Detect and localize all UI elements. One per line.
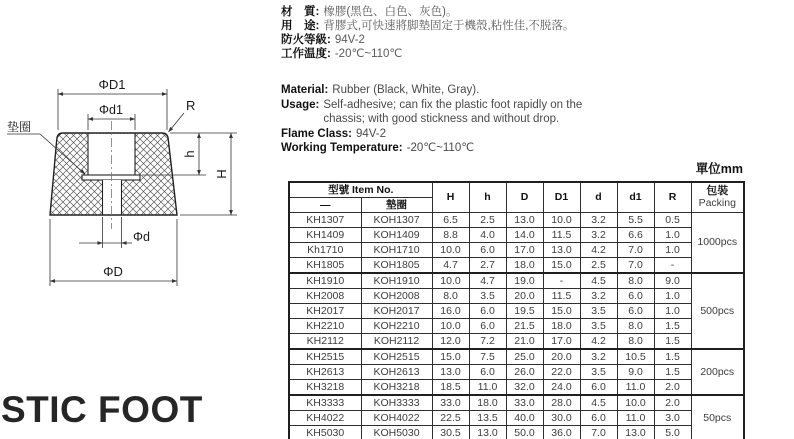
washer-item-cell: KOH2112 bbox=[361, 334, 432, 350]
dim-value-cell: 15.0 bbox=[543, 304, 580, 319]
spec-cn-temp-label: 工作温度: bbox=[281, 48, 331, 60]
dim-value-cell: 3.2 bbox=[580, 289, 617, 304]
dim-value-cell: 1.5 bbox=[654, 319, 691, 334]
dim-value-cell: 4.2 bbox=[580, 334, 617, 350]
table-row bbox=[289, 365, 744, 380]
header-D: D bbox=[506, 182, 543, 213]
table-row bbox=[289, 243, 744, 258]
dim-value-cell: 21.0 bbox=[506, 334, 543, 350]
dim-value-cell: 22.5 bbox=[432, 411, 469, 426]
dim-value-cell: 15.0 bbox=[543, 258, 580, 274]
dim-value-cell: 40.0 bbox=[506, 411, 543, 426]
dim-value-cell: 6.0 bbox=[469, 319, 506, 334]
dim-value-cell: 26.0 bbox=[506, 365, 543, 380]
dim-value-cell: 11.5 bbox=[543, 228, 580, 243]
dim-value-cell: 15.0 bbox=[432, 349, 469, 365]
dim-value-cell: 5.0 bbox=[654, 426, 691, 439]
dim-value-cell: 8.0 bbox=[617, 273, 654, 289]
dim-value-cell: 6.0 bbox=[469, 243, 506, 258]
spec-en-usage bbox=[281, 98, 623, 127]
dim-value-cell: 3.5 bbox=[580, 319, 617, 334]
dim-value-cell: 20.0 bbox=[506, 289, 543, 304]
dim-value-cell: 7.2 bbox=[469, 334, 506, 350]
dim-value-cell: 7.0 bbox=[617, 243, 654, 258]
item-no-cell: KH5030 bbox=[289, 426, 361, 439]
item-no-cell: KH2017 bbox=[289, 304, 361, 319]
dimension-table bbox=[288, 181, 745, 439]
dim-value-cell: 8.8 bbox=[432, 228, 469, 243]
dim-value-cell: 18.0 bbox=[543, 319, 580, 334]
table-row bbox=[289, 213, 744, 228]
dim-value-cell: 2.5 bbox=[469, 213, 506, 228]
item-no-cell: KH1805 bbox=[289, 258, 361, 274]
table-row bbox=[289, 319, 744, 334]
dim-value-cell: 10.0 bbox=[432, 273, 469, 289]
spec-en-temp-label: Working Temperature: bbox=[281, 142, 403, 154]
spec-cn-flame-label: 防火等級: bbox=[281, 34, 331, 46]
dim-value-cell: 30.0 bbox=[543, 411, 580, 426]
dim-value-cell: 6.0 bbox=[580, 380, 617, 396]
dim-label-H: H bbox=[214, 169, 229, 179]
header-packing-zh: 包裝 bbox=[706, 185, 729, 198]
dim-value-cell: 6.6 bbox=[617, 228, 654, 243]
table-row bbox=[289, 395, 744, 411]
washer-item-cell: KOH2008 bbox=[361, 289, 432, 304]
item-no-cell: KH4022 bbox=[289, 411, 361, 426]
packing-cell: 1000pcs bbox=[691, 213, 744, 274]
dim-value-cell: 3.0 bbox=[654, 411, 691, 426]
dim-value-cell: 14.0 bbox=[506, 228, 543, 243]
dim-value-cell: 20.0 bbox=[543, 349, 580, 365]
item-no-cell: KH2515 bbox=[289, 349, 361, 365]
dim-value-cell: 3.2 bbox=[580, 228, 617, 243]
dim-value-cell: 8.0 bbox=[432, 289, 469, 304]
dim-value-cell: 13.0 bbox=[617, 426, 654, 439]
dim-value-cell: 0.5 bbox=[654, 213, 691, 228]
header-d: d bbox=[580, 182, 617, 213]
spec-en-material-label: Material: bbox=[281, 84, 329, 96]
table-header-row-1 bbox=[289, 182, 744, 198]
dim-value-cell: - bbox=[543, 273, 580, 289]
dim-value-cell: 28.0 bbox=[543, 395, 580, 411]
header-H: H bbox=[432, 182, 469, 213]
washer-item-cell: KOH4022 bbox=[361, 411, 432, 426]
dim-value-cell: 9.0 bbox=[654, 273, 691, 289]
dim-value-cell: 4.7 bbox=[469, 273, 506, 289]
spec-en-flame bbox=[281, 127, 623, 142]
washer-item-cell: KOH2515 bbox=[361, 349, 432, 365]
item-no-cell: KH2613 bbox=[289, 365, 361, 380]
dim-value-cell: 3.5 bbox=[580, 304, 617, 319]
spec-cn-flame bbox=[281, 33, 574, 47]
item-no-cell: KH1910 bbox=[289, 273, 361, 289]
packing-cell: 500pcs bbox=[691, 273, 744, 349]
spec-en-usage-label: Usage: bbox=[281, 98, 320, 111]
dim-value-cell: 2.7 bbox=[469, 258, 506, 274]
dim-value-cell: 6.5 bbox=[432, 213, 469, 228]
dim-value-cell: 7.0 bbox=[580, 426, 617, 439]
table-row bbox=[289, 426, 744, 439]
table-row bbox=[289, 411, 744, 426]
spec-cn-usage-label: 用 途: bbox=[281, 20, 320, 32]
item-no-cell: Kh1710 bbox=[289, 243, 361, 258]
dim-value-cell: 33.0 bbox=[506, 395, 543, 411]
dim-value-cell: 6.0 bbox=[617, 304, 654, 319]
dim-value-cell: 22.0 bbox=[543, 365, 580, 380]
dim-value-cell: 10.0 bbox=[617, 395, 654, 411]
spec-en-flame-value: 94V-2 bbox=[355, 127, 387, 140]
dim-value-cell: 13.0 bbox=[469, 426, 506, 439]
header-h: h bbox=[469, 182, 506, 213]
dim-value-cell: 19.0 bbox=[506, 273, 543, 289]
spec-en-usage-value: Self-adhesive; can fix the plastic foot rapidly on the chassis; with good stickness and without drop. bbox=[323, 98, 583, 125]
washer-item-cell: KOH1910 bbox=[361, 273, 432, 289]
washer-item-cell: KOH1710 bbox=[361, 243, 432, 258]
dim-value-cell: - bbox=[654, 258, 691, 274]
spec-cn-material-label: 材 質: bbox=[281, 6, 320, 18]
dim-value-cell: 10.0 bbox=[432, 243, 469, 258]
dim-value-cell: 6.0 bbox=[469, 365, 506, 380]
washer-item-cell: KOH2613 bbox=[361, 365, 432, 380]
spec-block-chinese bbox=[281, 5, 574, 61]
dim-value-cell: 4.5 bbox=[580, 273, 617, 289]
dim-value-cell: 3.5 bbox=[469, 289, 506, 304]
header-D1: D1 bbox=[543, 182, 580, 213]
item-no-cell: KH2112 bbox=[289, 334, 361, 350]
technical-drawing bbox=[0, 55, 260, 305]
dim-value-cell: 18.0 bbox=[469, 395, 506, 411]
dim-value-cell: 11.5 bbox=[543, 289, 580, 304]
dim-value-cell: 3.2 bbox=[580, 213, 617, 228]
table-row bbox=[289, 304, 744, 319]
item-no-cell: KH1307 bbox=[289, 213, 361, 228]
washer-item-cell: KOH2017 bbox=[361, 304, 432, 319]
dim-value-cell: 11.0 bbox=[617, 380, 654, 396]
dim-value-cell: 13.0 bbox=[506, 213, 543, 228]
dim-value-cell: 18.5 bbox=[432, 380, 469, 396]
dim-value-cell: 24.0 bbox=[543, 380, 580, 396]
dim-value-cell: 16.0 bbox=[432, 304, 469, 319]
item-no-cell: KH2210 bbox=[289, 319, 361, 334]
spec-en-material-value: Rubber (Black, White, Gray). bbox=[332, 84, 480, 96]
washer-item-cell: KOH1805 bbox=[361, 258, 432, 274]
dim-value-cell: 1.5 bbox=[654, 365, 691, 380]
dim-label-d: Φd bbox=[133, 230, 150, 244]
dim-label-h: h bbox=[182, 150, 197, 158]
spec-en-flame-label: Flame Class: bbox=[281, 127, 352, 140]
table-row bbox=[289, 258, 744, 274]
item-no-cell: KH2008 bbox=[289, 289, 361, 304]
spec-cn-material bbox=[281, 5, 574, 19]
dim-label-D1: ΦD1 bbox=[98, 77, 126, 92]
washer-item-cell: KOH1307 bbox=[361, 213, 432, 228]
spec-cn-flame-value: 94V-2 bbox=[334, 34, 365, 46]
unit-label: 單位mm bbox=[695, 162, 743, 176]
spec-cn-usage-value: 背膠式,可快速將脚墊固定于機殼,粘性佳,不脱落。 bbox=[323, 20, 575, 32]
spec-cn-material-value: 橡膠(黑色、白色、灰色)。 bbox=[323, 6, 458, 18]
spec-cn-temp bbox=[281, 47, 574, 61]
table-row bbox=[289, 380, 744, 396]
dim-value-cell: 1.0 bbox=[654, 228, 691, 243]
dim-value-cell: 17.0 bbox=[506, 243, 543, 258]
washer-item-cell: KOH2210 bbox=[361, 319, 432, 334]
header-item-dash: — bbox=[289, 198, 361, 213]
dim-value-cell: 11.0 bbox=[469, 380, 506, 396]
header-packing bbox=[691, 182, 744, 213]
dim-value-cell: 1.0 bbox=[654, 289, 691, 304]
dim-value-cell: 17.0 bbox=[543, 334, 580, 350]
packing-cell: 200pcs bbox=[691, 349, 744, 395]
header-R: R bbox=[654, 182, 691, 213]
dim-value-cell: 4.7 bbox=[432, 258, 469, 274]
dim-value-cell: 4.5 bbox=[580, 395, 617, 411]
dim-value-cell: 30.5 bbox=[432, 426, 469, 439]
dim-value-cell: 1.0 bbox=[654, 304, 691, 319]
spec-cn-temp-value: -20℃~110℃ bbox=[334, 48, 403, 60]
spec-en-temp-value: -20℃~110℃ bbox=[406, 142, 475, 154]
dim-label-D: ΦD bbox=[103, 264, 123, 279]
dim-label-d1: Φd1 bbox=[99, 103, 123, 117]
dim-value-cell: 7.5 bbox=[469, 349, 506, 365]
dim-value-cell: 6.0 bbox=[469, 304, 506, 319]
dim-value-cell: 32.0 bbox=[506, 380, 543, 396]
washer-item-cell: KOH3333 bbox=[361, 395, 432, 411]
dim-value-cell: 13.0 bbox=[543, 243, 580, 258]
item-no-cell: KH3218 bbox=[289, 380, 361, 396]
header-d1: d1 bbox=[617, 182, 654, 213]
dim-value-cell: 25.0 bbox=[506, 349, 543, 365]
item-no-cell: KH3333 bbox=[289, 395, 361, 411]
dim-value-cell: 7.0 bbox=[617, 258, 654, 274]
washer-item-cell: KOH1409 bbox=[361, 228, 432, 243]
header-item-no: 型號 Item No. bbox=[289, 182, 432, 198]
packing-cell: 50pcs bbox=[691, 395, 744, 439]
item-no-cell: KH1409 bbox=[289, 228, 361, 243]
dim-value-cell: 2.5 bbox=[580, 258, 617, 274]
dim-value-cell: 8.0 bbox=[617, 334, 654, 350]
dim-value-cell: 12.0 bbox=[432, 334, 469, 350]
dim-value-cell: 4.2 bbox=[580, 243, 617, 258]
washer-item-cell: KOH5030 bbox=[361, 426, 432, 439]
page-title: STIC FOOT bbox=[1, 389, 203, 430]
dim-value-cell: 4.0 bbox=[469, 228, 506, 243]
dim-label-R: R bbox=[186, 98, 196, 113]
dim-value-cell: 3.2 bbox=[580, 349, 617, 365]
dim-value-cell: 13.0 bbox=[432, 365, 469, 380]
dim-value-cell: 8.0 bbox=[617, 319, 654, 334]
table-row bbox=[289, 349, 744, 365]
washer-item-cell: KOH3218 bbox=[361, 380, 432, 396]
dim-value-cell: 10.0 bbox=[543, 213, 580, 228]
dim-value-cell: 21.5 bbox=[506, 319, 543, 334]
dim-value-cell: 1.5 bbox=[654, 334, 691, 350]
spec-cn-usage bbox=[281, 19, 574, 33]
spec-block-english bbox=[281, 83, 623, 156]
header-item-washer: 墊圈 bbox=[361, 198, 432, 213]
dim-value-cell: 10.0 bbox=[432, 319, 469, 334]
washer-callout-label: 垫圈 bbox=[7, 120, 32, 134]
dim-value-cell: 18.0 bbox=[506, 258, 543, 274]
dim-value-cell: 6.0 bbox=[580, 411, 617, 426]
dim-value-cell: 2.0 bbox=[654, 395, 691, 411]
dim-value-cell: 33.0 bbox=[432, 395, 469, 411]
washer-plate bbox=[82, 175, 140, 180]
dim-value-cell: 3.5 bbox=[580, 365, 617, 380]
spec-en-material bbox=[281, 83, 623, 98]
dim-value-cell: 9.0 bbox=[617, 365, 654, 380]
dim-value-cell: 1.0 bbox=[654, 243, 691, 258]
table-row bbox=[289, 273, 744, 289]
dim-value-cell: 50.0 bbox=[506, 426, 543, 439]
dim-value-cell: 19.5 bbox=[506, 304, 543, 319]
dim-value-cell: 36.0 bbox=[543, 426, 580, 439]
table-row bbox=[289, 289, 744, 304]
dim-value-cell: 5.5 bbox=[617, 213, 654, 228]
dim-value-cell: 6.0 bbox=[617, 289, 654, 304]
table-row bbox=[289, 228, 744, 243]
dim-value-cell: 2.0 bbox=[654, 380, 691, 396]
header-packing-en: Packing bbox=[698, 197, 736, 210]
spec-en-temp bbox=[281, 141, 623, 156]
dim-value-cell: 13.5 bbox=[469, 411, 506, 426]
spec-table-body bbox=[289, 213, 744, 439]
table-row bbox=[289, 334, 744, 350]
dim-value-cell: 10.5 bbox=[617, 349, 654, 365]
dim-value-cell: 1.5 bbox=[654, 349, 691, 365]
dim-value-cell: 11.0 bbox=[617, 411, 654, 426]
